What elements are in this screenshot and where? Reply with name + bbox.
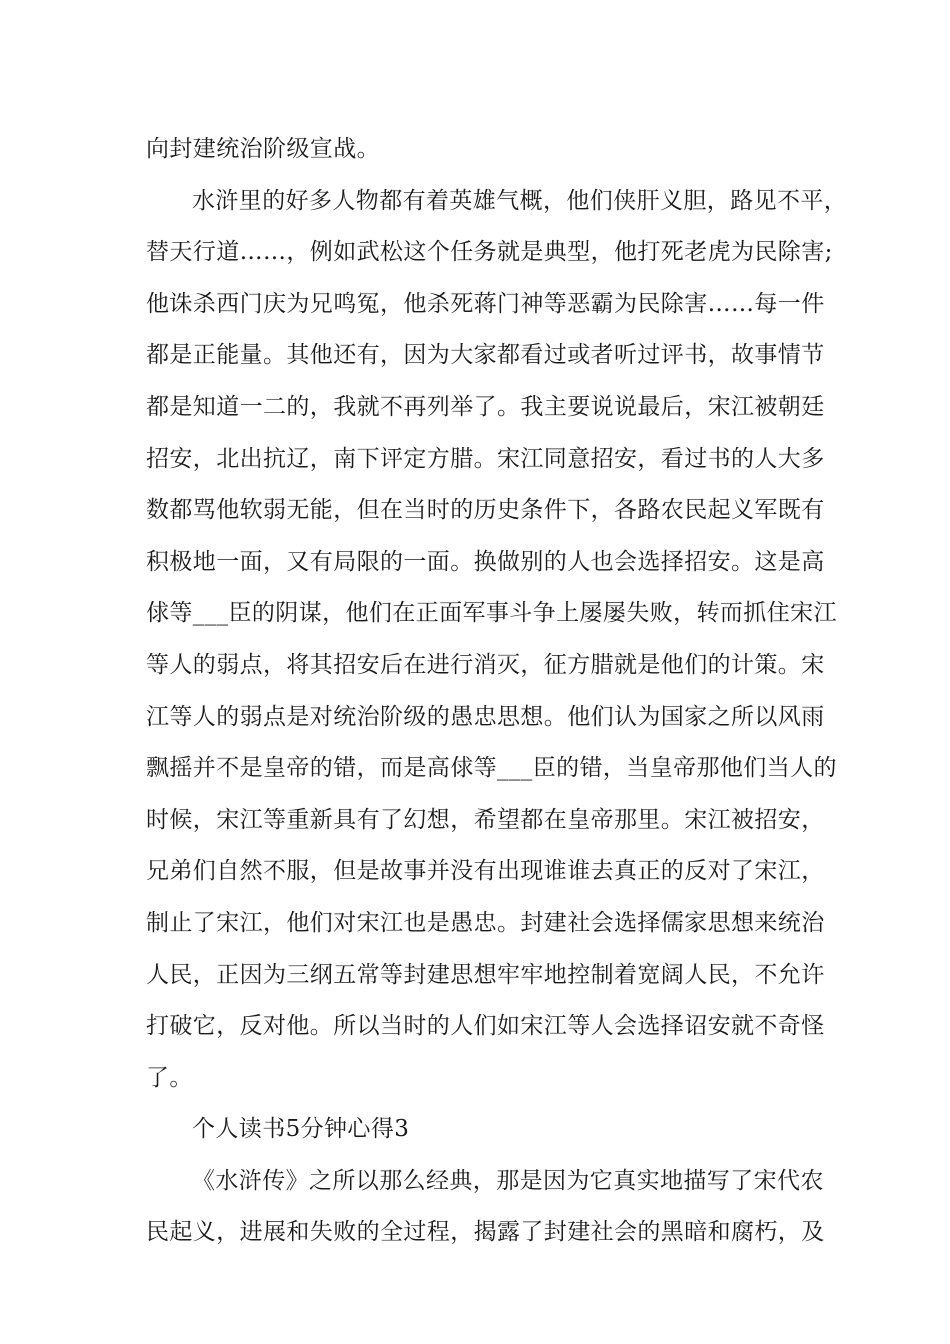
text-line: 俅等___臣的阴谋，他们在正面军事斗争上屡屡失败，转而抓住宋江 bbox=[146, 600, 837, 627]
text-line: 等人的弱点，将其招安后在进行消灭，征方腊就是他们的计策。宋 bbox=[146, 651, 825, 678]
text-line: 飘摇并不是皇帝的错，而是高俅等___臣的错，当皇帝那他们当人的 bbox=[146, 755, 837, 782]
text-line: 兄弟们自然不服，但是故事并没有出现谁谁去真正的反对了宋江， bbox=[146, 858, 825, 885]
text-line: 《水浒传》之所以那么经典，那是因为它真实地描写了宋代农 bbox=[192, 1167, 824, 1194]
text-line: 数都骂他软弱无能，但在当时的历史条件下，各路农民起义军既有 bbox=[146, 497, 825, 524]
text-line: 替天行道……，例如武松这个任务就是典型，他打死老虎为民除害; bbox=[146, 239, 833, 266]
text-line: 都是知道一二的，我就不再列举了。我主要说说最后，宋江被朝廷 bbox=[146, 393, 825, 420]
document-body bbox=[146, 124, 848, 1259]
text-line: 积极地一面，又有局限的一面。换做别的人也会选择招安。这是高 bbox=[146, 548, 825, 575]
section-heading: 个人读书5分钟心得3 bbox=[192, 1116, 410, 1143]
text-line: 人民，正因为三纲五常等封建思想牢牢地控制着宽阔人民，不允许 bbox=[146, 961, 825, 988]
text-line: 了。 bbox=[146, 1064, 193, 1091]
text-line: 打破它，反对他。所以当时的人们如宋江等人会选择诏安就不奇怪 bbox=[146, 1013, 825, 1040]
text-line: 民起义，进展和失败的全过程，揭露了封建社会的黑暗和腐朽，及 bbox=[146, 1219, 825, 1246]
text-line: 招安，北出抗辽，南下评定方腊。宋江同意招安，看过书的人大多 bbox=[146, 445, 825, 472]
text-line: 时候，宋江等重新具有了幻想，希望都在皇帝那里。宋江被招安， bbox=[146, 806, 825, 833]
text-line: 江等人的弱点是对统治阶级的愚忠思想。他们认为国家之所以风雨 bbox=[146, 703, 825, 730]
text-line: 向封建统治阶级宣战。 bbox=[146, 136, 380, 162]
text-line: 都是正能量。其他还有，因为大家都看过或者听过评书，故事情节 bbox=[146, 342, 825, 369]
text-line: 水浒里的好多人物都有着英雄气概，他们侠肝义胆，路见不平， bbox=[192, 187, 848, 214]
text-line: 制止了宋江，他们对宋江也是愚忠。封建社会选择儒家思想来统治 bbox=[146, 909, 825, 936]
text-line: 他诛杀西门庆为兄鸣冤，他杀死蒋门神等恶霸为民除害……每一件 bbox=[146, 290, 825, 317]
